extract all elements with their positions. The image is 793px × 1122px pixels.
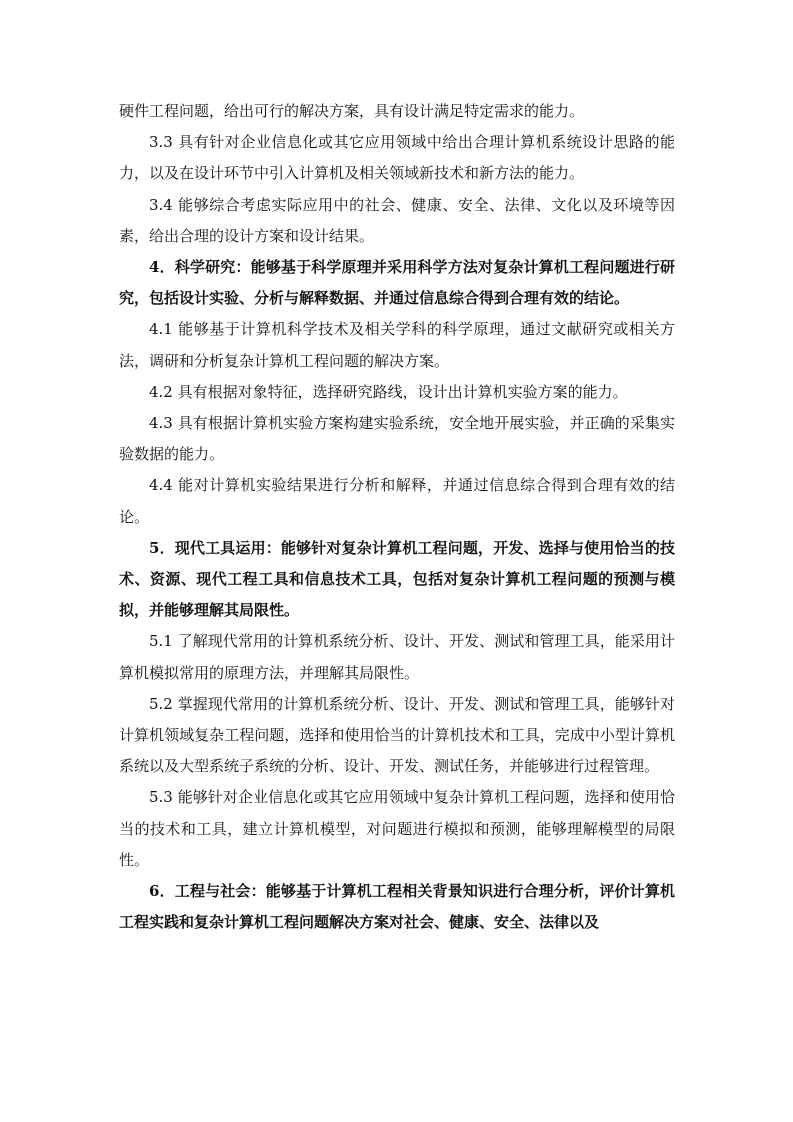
heading-4-scientific-research: 4．科学研究：能够基于科学原理并采用科学方法对复杂计算机工程问题进行研究，包括设计实验、分析与解释数据、并通过信息综合得到合理有效的结论。 [119, 258, 675, 308]
paragraph-4-3: 4.3 具有根据计算机实验方案构建实验系统，安全地开展实验，并正确的采集实验数据的能力。 [119, 414, 675, 464]
paragraph-5-1: 5.1 了解现代常用的计算机系统分析、设计、开发、测试和管理工具，能采用计算机模拟常用的原理方法，并理解其局限性。 [119, 632, 675, 682]
paragraph-4-4: 4.4 能对计算机实验结果进行分析和解释，并通过信息综合得到合理有效的结论。 [119, 476, 675, 526]
paragraph-5-3: 5.3 能够针对企业信息化或其它应用领域中复杂计算机工程问题，选择和使用恰当的技术和工具，建立计算机模型，对问题进行模拟和预测，能够理解模型的局限性。 [119, 788, 675, 869]
paragraph-3-4: 3.4 能够综合考虑实际应用中的社会、健康、安全、法律、文化以及环境等因素，给出合理的设计方案和设计结果。 [119, 195, 675, 245]
heading-6-engineering-and-society: 6．工程与社会：能够基于计算机工程相关背景知识进行合理分析，评价计算机工程实践和复杂计算机工程问题解决方案对社会、健康、安全、法律以及 [119, 882, 675, 932]
paragraph-continuation: 硬件工程问题，给出可行的解决方案，具有设计满足特定需求的能力。 [119, 102, 585, 120]
document-body [119, 96, 675, 938]
heading-5-modern-tools: 5．现代工具运用：能够针对复杂计算机工程问题，开发、选择与使用恰当的技术、资源、现代工程工具和信息技术工具，包括对复杂计算机工程问题的预测与模拟，并能够理解其局限性。 [119, 538, 675, 620]
paragraph-5-2: 5.2 掌握现代常用的计算机系统分析、设计、开发、测试和管理工具，能够针对计算机领域复杂工程问题，选择和使用恰当的计算机技术和工具，完成中小型计算机系统以及大型系统子系统的分析、设计、开发、测试任务，并能够进行过程管理。 [119, 694, 675, 776]
paragraph-4-1: 4.1 能够基于计算机科学技术及相关学科的科学原理，通过文献研究或相关方法，调研和分析复杂计算机工程问题的解决方案。 [119, 320, 675, 370]
paragraph-3-3: 3.3 具有针对企业信息化或其它应用领域中给出合理计算机系统设计思路的能力，以及在设计环节中引入计算机及相关领域新技术和新方法的能力。 [119, 133, 675, 183]
paragraph-4-2: 4.2 具有根据对象特征，选择研究路线，设计出计算机实验方案的能力。 [149, 382, 628, 401]
